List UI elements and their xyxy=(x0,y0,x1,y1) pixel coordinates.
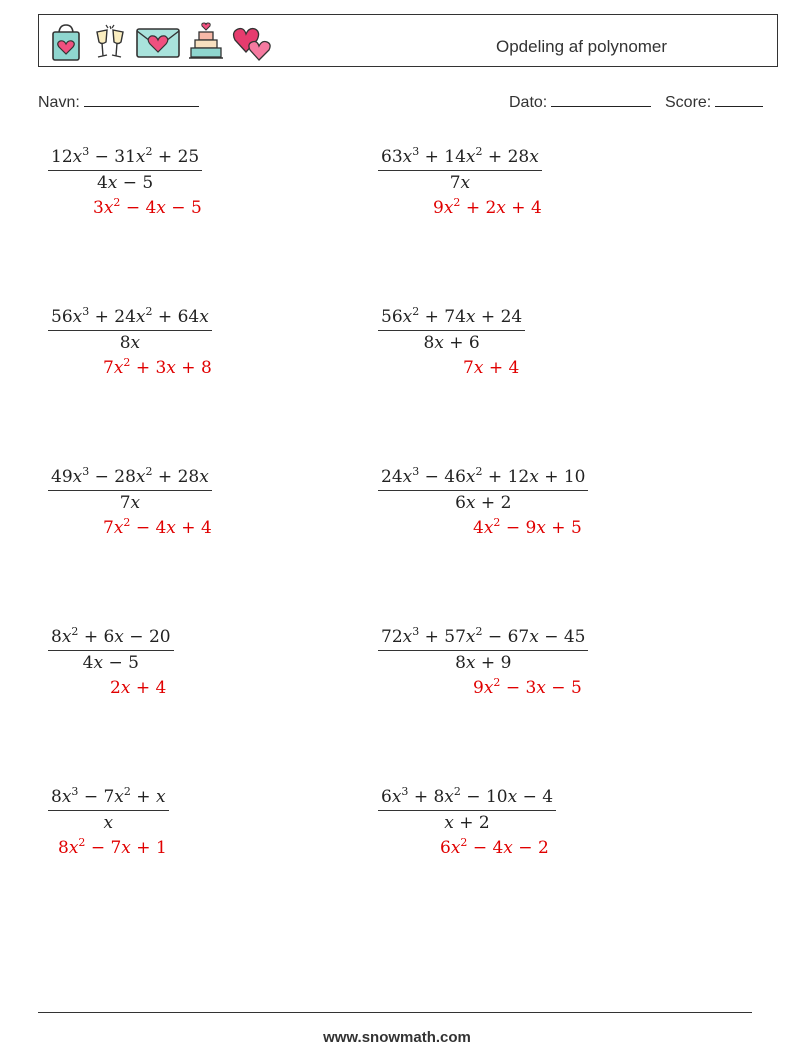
name-field xyxy=(38,92,199,112)
numerator: $63x^3 + 14x^2 + 28x$ xyxy=(378,146,542,171)
score-field xyxy=(665,92,763,112)
score-blank[interactable] xyxy=(715,92,763,107)
denominator: x xyxy=(103,813,114,833)
fraction xyxy=(48,146,202,194)
denominator: 8x + 6 xyxy=(423,333,480,353)
denominator: x + 2 xyxy=(444,813,490,833)
answer: 7x + 4 xyxy=(463,358,520,378)
worksheet-title: Opdeling af polynomer xyxy=(496,37,668,56)
date-label: Dato: xyxy=(509,94,548,111)
name-blank[interactable] xyxy=(84,92,199,107)
numerator: $56x^2 + 74x + 24$ xyxy=(378,306,525,331)
answer: $7x^2 - 4x + 4$ xyxy=(103,516,212,538)
numerator: $6x^3 + 8x^2 - 10x - 4$ xyxy=(378,786,556,811)
date-blank[interactable] xyxy=(551,92,651,107)
numerator: $24x^3 - 46x^2 + 12x + 10$ xyxy=(378,466,588,491)
score-label: Score: xyxy=(665,94,712,111)
numerator: $8x^2 + 6x - 20$ xyxy=(48,626,174,651)
date-field xyxy=(509,92,651,112)
problem-8 xyxy=(378,626,588,674)
answer: $3x^2 - 4x - 5$ xyxy=(93,196,202,218)
answer: $4x^2 - 9x + 5$ xyxy=(473,516,582,538)
denominator: 8x xyxy=(119,333,141,353)
footer-rule xyxy=(38,1012,752,1013)
champagne-glasses-icon xyxy=(91,22,129,62)
answer: $7x^2 + 3x + 8$ xyxy=(103,356,212,378)
answer: $6x^2 - 4x - 2$ xyxy=(440,836,549,858)
fraction xyxy=(378,786,556,834)
fraction xyxy=(378,306,525,354)
denominator: 6x + 2 xyxy=(455,493,512,513)
footer-site: www.snowmath.com xyxy=(323,1029,471,1046)
problem-5 xyxy=(48,466,212,514)
answer: $8x^2 - 7x + 1$ xyxy=(58,836,167,858)
name-label: Navn: xyxy=(38,94,80,111)
fraction xyxy=(48,466,212,514)
problem-7 xyxy=(48,626,174,674)
denominator: 7x xyxy=(449,173,471,193)
answer: $9x^2 + 2x + 4$ xyxy=(433,196,542,218)
numerator: $72x^3 + 57x^2 - 67x - 45$ xyxy=(378,626,588,651)
denominator: 4x − 5 xyxy=(96,173,154,193)
problem-4 xyxy=(378,306,525,354)
fraction xyxy=(378,146,542,194)
answer: $9x^2 - 3x - 5$ xyxy=(473,676,582,698)
problem-10 xyxy=(378,786,556,834)
numerator: $56x^3 + 24x^2 + 64x$ xyxy=(48,306,212,331)
denominator: 7x xyxy=(119,493,141,513)
fraction xyxy=(48,306,212,354)
numerator: $8x^3 - 7x^2 + x$ xyxy=(48,786,169,811)
love-letter-icon xyxy=(135,22,181,62)
two-hearts-icon xyxy=(231,22,275,62)
worksheet-header xyxy=(38,14,778,67)
numerator: $12x^3 - 31x^2 + 25$ xyxy=(48,146,202,171)
denominator: 4x − 5 xyxy=(82,653,139,673)
shopping-bag-heart-icon xyxy=(47,22,85,62)
numerator: $49x^3 - 28x^2 + 28x$ xyxy=(48,466,212,491)
answer: 2x + 4 xyxy=(110,678,167,698)
fraction xyxy=(48,786,169,834)
fraction xyxy=(378,626,588,674)
header-icons xyxy=(47,20,275,64)
problem-6 xyxy=(378,466,588,514)
problem-2 xyxy=(378,146,542,194)
fraction xyxy=(378,466,588,514)
denominator: 8x + 9 xyxy=(455,653,512,673)
wedding-cake-icon xyxy=(187,22,225,62)
problem-3 xyxy=(48,306,212,354)
fraction xyxy=(48,626,174,674)
problem-9 xyxy=(48,786,169,834)
problem-1 xyxy=(48,146,202,194)
